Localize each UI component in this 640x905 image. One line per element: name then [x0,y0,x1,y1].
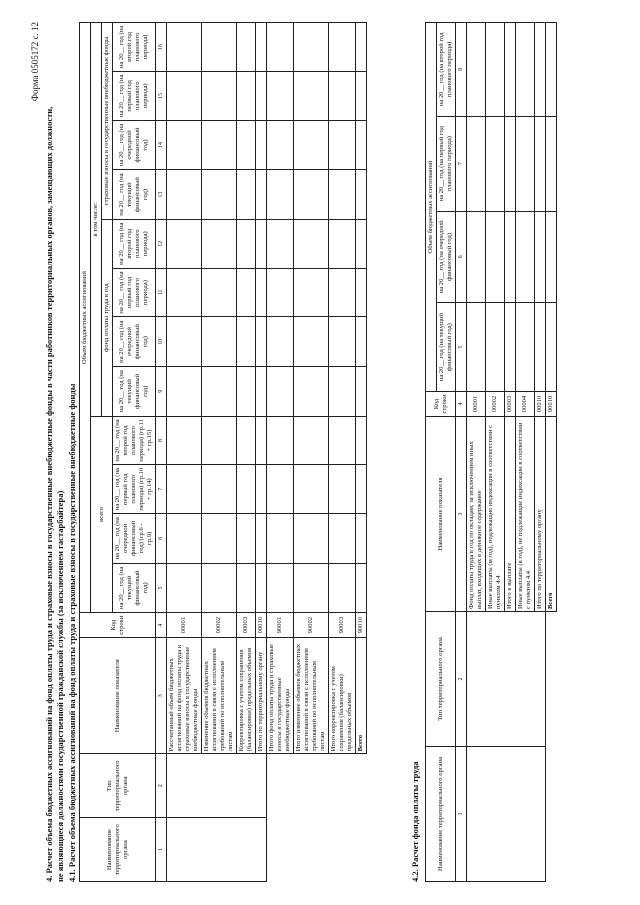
hdr-5: на 20__ год (на текущий финансовый год) [113,563,156,613]
colnum: 8 [456,23,467,117]
empty-area [356,754,367,882]
cell[interactable] [237,219,256,268]
row-code: 00002 [202,613,237,638]
colnum: 5 [156,563,167,613]
cell[interactable] [167,23,202,72]
hdr-7: на 20__ год (на первый год планового периода) (гр.10 + гр.14) [113,465,156,514]
cell[interactable] [294,416,329,465]
cell[interactable] [294,317,329,367]
cell[interactable] [267,366,294,416]
row-name: Итого к выплате [505,417,516,612]
cell[interactable] [237,514,256,564]
cell[interactable] [237,416,256,465]
cell[interactable] [486,23,505,117]
cell[interactable] [356,23,367,72]
cell-org-name[interactable] [167,818,267,882]
col-indicator: Наименование показателя [80,638,156,754]
cell[interactable] [294,170,329,220]
cell[interactable] [167,268,202,317]
hdr-6: на 20__ год (на очередной финансовый год) (гр.6 - гр.9) [113,514,156,564]
cell[interactable] [294,120,329,170]
cell[interactable] [167,120,202,170]
row-code: 00003 [505,392,516,417]
cell[interactable] [294,465,329,514]
cell[interactable] [267,317,294,367]
cell[interactable] [167,366,202,416]
cell[interactable] [356,170,367,220]
cell[interactable] [356,514,367,564]
cell[interactable] [329,465,356,514]
colnum: 4 [456,392,467,417]
section4-title: 4. Расчет объема бюджетных ассигнований на фонд оплаты труда и страховые взносы в государственные внебюджетные фонды в части работников территориальных органов, замещающих должности, не являющиеся должностями государственной гражданской службы (за исключением гастарбайтера) [44,106,65,882]
cell[interactable] [467,303,486,392]
grand-total-label: Всего [356,638,367,754]
row-code: 90001 [267,613,294,638]
cell[interactable] [486,303,505,392]
cell[interactable] [546,23,557,117]
grand-total-code: 90010 [356,613,367,638]
cell[interactable] [237,170,256,220]
cell[interactable] [202,120,237,170]
col-number-row [456,23,467,882]
cell[interactable] [467,211,486,303]
section41-subtitle: 4.1. Расчет объема бюджетных ассигнований на фонд оплаты труда и страховые взносы в государственные внебюджетные фонды [67,383,77,882]
cell[interactable] [202,170,237,220]
cell[interactable] [294,268,329,317]
cell[interactable] [267,219,294,268]
table-row [202,23,237,882]
col-org-type: Тип территориального органа [80,754,156,818]
cell[interactable] [237,23,256,72]
cell[interactable] [237,366,256,416]
cell[interactable] [329,219,356,268]
table-row [329,23,356,882]
cell[interactable] [546,211,557,303]
table-payroll-fund [425,22,557,882]
row-name: Итого изменение объемов бюджетных ассигнований в связи с исполнением требований по исполнительным листам [294,638,329,754]
cell[interactable] [516,303,535,392]
cell[interactable] [356,317,367,367]
cell[interactable] [329,23,356,72]
cell[interactable] [202,219,237,268]
cell[interactable] [256,170,267,220]
row-name: Изменение объемов бюджетных ассигнований в связи с исполнением требований по исполнительным листам [202,638,237,754]
cell[interactable] [202,71,237,120]
row-code: 00002 [486,392,505,417]
col-org-type: Тип территориального органа [426,612,456,747]
cell[interactable] [256,563,267,613]
colnum: 3 [156,638,167,754]
cell[interactable] [237,71,256,120]
cell[interactable] [294,563,329,613]
cell[interactable] [329,120,356,170]
cell[interactable] [267,120,294,170]
colnum: 9 [156,366,167,416]
table-row-subtotal [256,23,267,882]
cell[interactable] [256,317,267,367]
colnum: 10 [156,317,167,367]
cell[interactable] [267,514,294,564]
cell[interactable] [294,71,329,120]
table-row-grand-total [356,23,367,882]
cell[interactable] [329,268,356,317]
cell[interactable] [167,465,202,514]
cell[interactable] [486,211,505,303]
form-code: Форма 0505172 с. 12 [30,22,40,102]
cell[interactable] [256,120,267,170]
cell[interactable] [329,317,356,367]
table-row-grand-total [546,23,557,882]
row-name: Итого корректировка с учетом сохранения (балансировки) предельных объемов [329,638,356,754]
cell[interactable] [294,219,329,268]
colnum: 12 [156,219,167,268]
cell[interactable] [267,170,294,220]
col-volume: Объем бюджетных ассигнований [426,23,437,392]
colnum: 7 [156,465,167,514]
cell[interactable] [294,23,329,72]
hdr-13: на 20__ год (на текущий финансовый год) [113,170,156,220]
cell[interactable] [256,23,267,72]
cell[interactable] [505,116,516,211]
row-code: 90002 [294,613,329,638]
colnum: 1 [456,747,467,882]
hdr-14: на 20__ год (на очередной финансовый год) [113,120,156,170]
cell[interactable] [329,416,356,465]
row-code: 00001 [167,613,202,638]
cell[interactable] [267,71,294,120]
cell[interactable] [535,116,546,211]
cell[interactable] [237,563,256,613]
cell[interactable] [329,366,356,416]
cell[interactable] [256,416,267,465]
cell[interactable] [256,465,267,514]
row-code: 00003 [237,613,256,638]
cell[interactable] [256,514,267,564]
cell[interactable] [356,71,367,120]
cell[interactable] [202,416,237,465]
cell[interactable] [294,366,329,416]
colnum: 14 [156,120,167,170]
hdr-16: на 20__ год (на второй год планового периода) [113,23,156,72]
cell[interactable] [535,23,546,117]
colnum: 7 [456,116,467,211]
empty-area [267,754,356,882]
cell[interactable] [467,116,486,211]
cell[interactable] [467,23,486,117]
cell[interactable] [329,71,356,120]
cell[interactable] [356,465,367,514]
cell[interactable] [267,268,294,317]
cell[interactable] [202,268,237,317]
col-code: Код строки [426,392,456,417]
table-row [467,23,486,882]
cell[interactable] [546,116,557,211]
table-row [267,23,294,882]
empty-area [546,612,557,882]
cell[interactable] [356,268,367,317]
cell[interactable] [237,465,256,514]
cell[interactable] [202,23,237,72]
hdr-6: на 20__ год (на очередной финансовый год) [437,211,456,303]
colnum: 5 [456,303,467,392]
cell[interactable] [167,219,202,268]
row-code: 00010 [256,613,267,638]
col-org-name: Наименование территориального органа [80,818,156,882]
colnum: 6 [456,211,467,303]
cell[interactable] [202,366,237,416]
hdr-15: на 20__ год (на первый год планового периода) [113,71,156,120]
hdr-8: на 20__ год (на второй год планового периода) (гр.11 + гр.15) [113,416,156,465]
cell[interactable] [535,303,546,392]
cell-org-type[interactable] [167,754,267,818]
row-code: 00001 [467,392,486,417]
rotated-page [30,22,610,882]
grand-total-code: 90010 [546,392,557,417]
hdr-8: на 20__ год (на второй год планового периода) [437,23,456,117]
cell[interactable] [202,465,237,514]
colnum: 2 [156,754,167,818]
cell[interactable] [505,211,516,303]
cell[interactable] [267,465,294,514]
hdr-10: на 20__ год (на очередной финансовый год) [113,317,156,367]
row-name: Рассчитанный объем бюджетных ассигнований на фонд оплаты труда и страховые взносы в государственные внебюджетные фонды [167,638,202,754]
cell[interactable] [546,303,557,392]
colnum: 13 [156,170,167,220]
hdr-9: на 20__ год (на текущий финансовый год) [113,366,156,416]
col-total: всего [91,416,113,613]
colnum: 4 [156,613,167,638]
colnum: 3 [456,417,467,612]
cell[interactable] [516,23,535,117]
row-code: 00004 [516,392,535,417]
cell[interactable] [167,563,202,613]
row-name: Итого фонд оплаты труда и страховые взносы в государственные внебюджетные фонды [267,638,294,754]
cell[interactable] [202,563,237,613]
colnum: 2 [456,612,467,747]
col-insurance: страховые взносы в государственные внебюджетные фонды [102,23,113,220]
col-code: Код строки [80,613,156,638]
hdr-12: на 20__ год (на второй год планового периода) [113,219,156,268]
table-row [167,23,202,882]
cell[interactable] [356,120,367,170]
table-payroll-insurance [79,22,367,882]
row-name: Иные выплаты (м год), подлежащие индексации в соответствии с пунктом 4.4 [486,417,505,612]
cell[interactable] [256,366,267,416]
cell[interactable] [329,170,356,220]
cell[interactable] [167,514,202,564]
row-name: Иные выплаты (в год), не подлежащие индексации в соответствии с пунктом 4.4 [516,417,535,612]
col-including: в том числе: [91,23,102,417]
cell[interactable] [329,563,356,613]
row-code: 00010 [535,392,546,417]
cell[interactable] [237,268,256,317]
row-name: Корректировка с учетом сохранения (балансировки) предельных объемов [237,638,256,754]
cell[interactable] [167,170,202,220]
cell[interactable] [256,71,267,120]
cell-org-name[interactable] [467,747,546,882]
cell[interactable] [356,366,367,416]
table-row [237,23,256,882]
cell[interactable] [329,514,356,564]
col-indicator: Наименование показателя [426,417,456,612]
colnum: 15 [156,71,167,120]
col-number-row [156,23,167,882]
cell[interactable] [486,116,505,211]
col-org-name: Наименование территориального органа [426,747,456,882]
hdr-5: на 20__ год (на текущий финансовый год) [437,303,456,392]
colnum: 8 [156,416,167,465]
row-name: Фонд оплаты труда в год по окладам, за исключением иных выплат, входящих в денежное содержание [467,417,486,612]
cell[interactable] [356,219,367,268]
cell[interactable] [202,317,237,367]
row-name: Итого по территориальному органу [535,417,546,612]
cell[interactable] [202,514,237,564]
row-name: Итого по территориальному органу [256,638,267,754]
cell[interactable] [237,120,256,170]
cell[interactable] [167,416,202,465]
cell[interactable] [267,416,294,465]
cell[interactable] [237,317,256,367]
cell[interactable] [535,211,546,303]
cell[interactable] [294,514,329,564]
section42-title: 4.2. Расчет фонда оплаты труда [410,761,420,882]
cell[interactable] [505,303,516,392]
cell[interactable] [505,23,516,117]
cell[interactable] [516,211,535,303]
cell[interactable] [256,268,267,317]
table-row [294,23,329,882]
cell[interactable] [356,416,367,465]
cell[interactable] [356,563,367,613]
cell[interactable] [256,219,267,268]
cell[interactable] [167,317,202,367]
colnum: 11 [156,268,167,317]
colnum: 16 [156,23,167,72]
col-payroll: фонд оплаты труда в год [102,219,113,416]
cell[interactable] [516,116,535,211]
cell-org-type[interactable] [467,612,546,747]
grand-total-label: Всего [546,417,557,612]
row-code: 90003 [329,613,356,638]
cell[interactable] [267,23,294,72]
hdr-11: на 20__ год (на первый год планового периода) [113,268,156,317]
cell[interactable] [267,563,294,613]
cell[interactable] [167,71,202,120]
hdr-7: на 20__ год (на первый год планового периода) [437,116,456,211]
col-volume: Объем бюджетных ассигнований [80,23,91,613]
colnum: 6 [156,514,167,564]
colnum: 1 [156,818,167,882]
